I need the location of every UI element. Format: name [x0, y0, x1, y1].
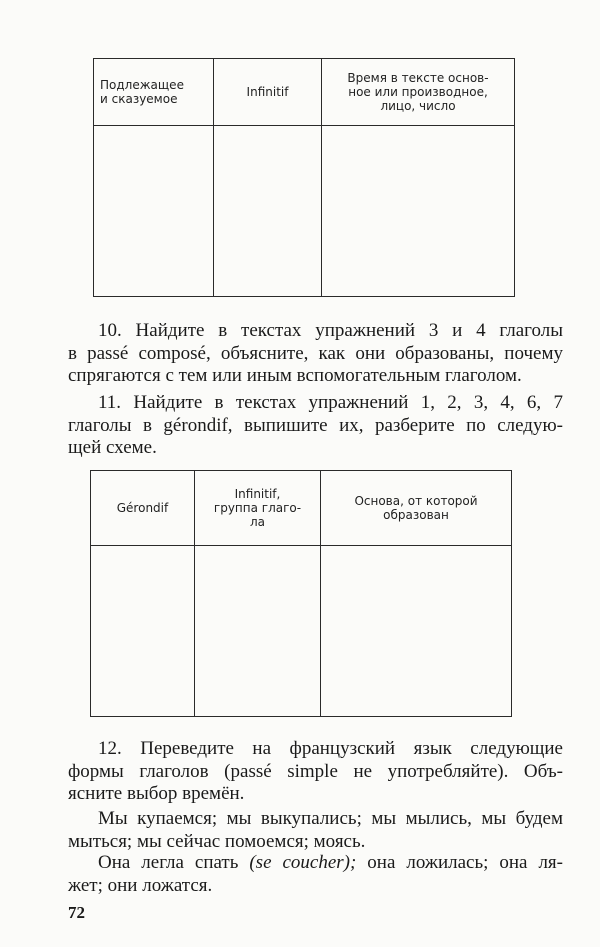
table-cell: [94, 126, 214, 297]
table-row: [91, 546, 512, 717]
exercise-10-line: 10. Найдите в текстах упражнений 3 и 4 глаголы: [98, 320, 563, 341]
header-tense-person-number: Время в тексте основ- ное или производное, лицо, число: [322, 59, 515, 126]
exercise-12-text-2: [68, 852, 563, 897]
exercise-12: [68, 738, 563, 806]
table-gerondif: [90, 470, 512, 717]
table-cell: [322, 126, 515, 297]
exercise-11-line: 11. Найдите в текстах упражнений 1, 2, 3, 4, 6, 7: [98, 392, 563, 413]
header-infinitif: Infinitif: [214, 59, 322, 126]
exercise-12-text-line: Она легла спать (se coucher); она ложилась; она ля-: [98, 852, 563, 873]
table-cell: [91, 546, 195, 717]
table-row: [94, 126, 515, 297]
exercise-10: [68, 320, 563, 388]
exercise-12-line: формы глаголов (passé simple не употребляйте). Объ-: [68, 760, 563, 782]
italic-verb: (se coucher);: [249, 852, 357, 873]
table-subject-predicate: [93, 58, 515, 297]
page-number: 72: [68, 903, 85, 922]
table-cell: [214, 126, 322, 297]
table-cell: [321, 546, 512, 717]
header-infinitif-group: Infinitif, группа глаго- ла: [195, 471, 321, 546]
exercise-11-line: глаголы в gérondif, выпишите их, разберите по следую-: [68, 414, 563, 436]
exercise-12-line: 12. Переведите на французский язык следующие: [98, 738, 563, 759]
exercise-12-text-line: Мы купаемся; мы выкупались; мы мылись, мы будем: [98, 808, 563, 829]
exercise-11: [68, 392, 563, 460]
exercise-11-line: щей схеме.: [68, 437, 157, 458]
header-stem: Основа, от которой образован: [321, 471, 512, 546]
exercise-12-text-1: [68, 808, 563, 853]
table-cell: [195, 546, 321, 717]
exercise-12-text-line: жет; они ложатся.: [68, 874, 213, 896]
exercise-10-line: в passé composé, объясните, как они образованы, почему: [68, 342, 563, 364]
exercise-12-text-line: мыться; мы сейчас помоемся; моясь.: [68, 830, 366, 852]
table-header-row: [91, 471, 512, 546]
header-gerondif: Gérondif: [91, 471, 195, 546]
exercise-10-line: спрягаются с тем или иным вспомогательным глаголом.: [68, 365, 522, 386]
exercise-12-line: ясните выбор времён.: [68, 783, 245, 804]
header-subject-predicate: Подлежащее и сказуемое: [94, 59, 214, 126]
table-header-row: [94, 59, 515, 126]
